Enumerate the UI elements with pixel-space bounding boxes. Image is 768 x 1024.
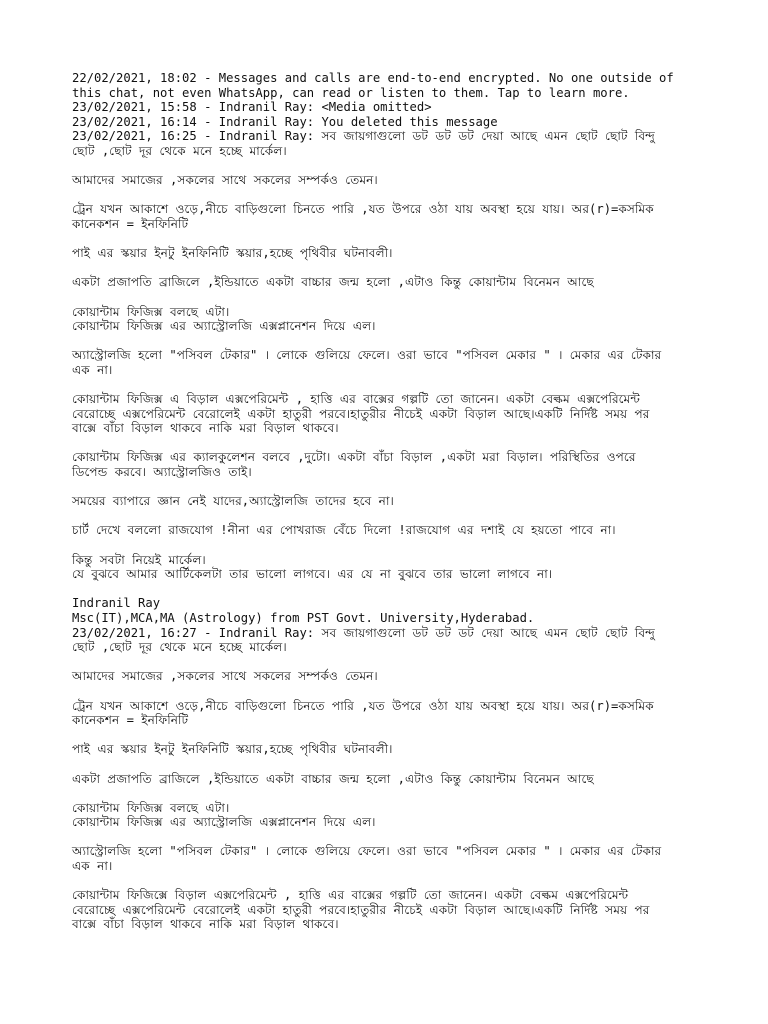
blank-line [72, 874, 697, 889]
text-line: ছোট ,ছোট দূর থেকে মনে হচ্ছে মার্কেল। [72, 143, 287, 158]
text-line: এক না। [72, 859, 113, 874]
text-line: আমাদের সমাজের ,সকলের সাথে সকলের সম্পর্কও তেমন। [72, 669, 378, 684]
blank-line [72, 232, 697, 247]
text-line: বাক্সে বাঁচা বিড়াল থাকবে নাকি মরা বিড়াল থাকবে। [72, 421, 339, 436]
chat-export-text [72, 71, 697, 932]
blank-line [72, 830, 697, 845]
text-line: সময়ের ব্যাপারে জ্ঞান নেই যাদের,অ্যাস্ট্রোলজি তাদের হবে না। [72, 494, 394, 509]
blank-line [72, 538, 697, 553]
text-line: Msc(IT),MCA,MA (Astrology) from PST Govt. University,Hyderabad. [72, 610, 535, 625]
text-line: 23/02/2021, 16:25 - Indranil Ray: সব জায়গাগুলো ডট ডট ডট দেয়া আছে এমন ছোট ছোট বিন্দু [72, 129, 655, 144]
blank-line [72, 786, 697, 801]
text-line: একটা প্রজাপতি ব্রাজিলে ,ইন্ডিয়াতে একটা বাচ্চার জন্ম হলো ,এটাও কিন্তু কোয়ান্টাম বিনেমন আছে [72, 275, 594, 290]
blank-line [72, 728, 697, 743]
text-line: বেরোচ্ছে এক্সপেরিমেন্ট বেরোলেই একটা হাতুরী পরবে।হাতুরীর নীচেই একটা বিড়াল আছে।একটি নির্দিষ্ট সময় পর [72, 902, 650, 917]
text-line: আমাদের সমাজের ,সকলের সাথে সকলের সম্পর্কও তেমন। [72, 173, 378, 188]
blank-line [72, 480, 697, 495]
text-line: কোয়ান্টাম ফিজিক্স এর অ্যাস্ট্রোলজি এক্সপ্লানেশন দিয়ে এল। [72, 815, 376, 830]
blank-line [72, 655, 697, 670]
text-line: this chat, not even WhatsApp, can read or listen to them. Tap to learn more. [72, 85, 630, 100]
text-line: কোয়ান্টাম ফিজিক্সে বিড়াল এক্সপেরিমেন্ট , হাত্তি এর বাক্সের গল্পটি তো জানেন। একটা বেল্কম এক্সপেরিমেন্ট [72, 888, 629, 903]
text-line: এক না। [72, 362, 113, 377]
blank-line [72, 377, 697, 392]
text-line: পাই এর স্কয়ার ইনটু ইনফিনিটি স্কয়ার,হচ্ছে পৃথিবীর ঘটনাবলী। [72, 742, 393, 757]
text-line: কিন্তু সবটা নিয়েই মার্কেল। [72, 552, 206, 567]
text-line: Indranil Ray [72, 596, 161, 611]
text-line: কোয়ান্টাম ফিজিক্স এর অ্যাস্ট্রোলজি এক্সপ্লানেশন দিয়ে এল। [72, 319, 376, 334]
text-line: চার্ট দেখে বললো রাজযোগ !নীনা এর পোখরাজ বেঁচে দিলো !রাজযোগ এর দশাই যে হয়তো পাবে না। [72, 523, 616, 538]
blank-line [72, 188, 697, 203]
blank-line [72, 159, 697, 174]
blank-line [72, 509, 697, 524]
text-line: 22/02/2021, 18:02 - Messages and calls are end-to-end encrypted. No one outside of [72, 71, 674, 85]
text-line: অ্যাস্ট্রোলজি হলো "পসিবল টেকার" । লোকে গুলিয়ে ফেলে। ওরা ভাবে "পসিবল মেকার " । মেকার এর টেকার [72, 844, 662, 859]
text-line: বেরোচ্ছে এক্সপেরিমেন্ট বেরোলেই একটা হাতুরী পরবে।হাতুরীর নীচেই একটা বিড়াল আছে।একটি নির্দিষ্ট সময় পর [72, 406, 650, 421]
text-line: কোয়ান্টাম ফিজিক্স এর ক্যালকুলেশন বলবে ,দুটো। একটা বাঁচা বিড়াল ,একটা মরা বিড়াল। পরিস্থিতির ওপরে [72, 450, 636, 465]
blank-line [72, 290, 697, 305]
text-line: ট্রেন যখন আকাশে ওড়ে,নীচে বাড়িগুলো চিনতে পারি ,যত উপরে ওঠা যায় অবস্থা হয়ে যায়। অর(r)=কসমিক [72, 202, 654, 217]
text-line: কানেকশন = ইনফিনিটি [72, 216, 189, 231]
text-line: ডিপেন্ড করবে। অ্যাস্ট্রোলজিও তাই। [72, 465, 252, 480]
text-line: ট্রেন যখন আকাশে ওড়ে,নীচে বাড়িগুলো চিনতে পারি ,যত উপরে ওঠা যায় অবস্থা হয়ে যায়। অর(r)=কসমিক [72, 698, 654, 713]
text-line: কোয়ান্টাম ফিজিক্স বলছে এটা। [72, 304, 230, 319]
text-line: পাই এর স্কয়ার ইনটু ইনফিনিটি স্কয়ার,হচ্ছে পৃথিবীর ঘটনাবলী। [72, 246, 393, 261]
text-line: ছোট ,ছোট দূর থেকে মনে হচ্ছে মার্কেল। [72, 640, 287, 655]
blank-line [72, 757, 697, 772]
text-line: 23/02/2021, 16:27 - Indranil Ray: সব জায়গাগুলো ডট ডট ডট দেয়া আছে এমন ছোট ছোট বিন্দু [72, 625, 655, 640]
text-line: কানেকশন = ইনফিনিটি [72, 713, 189, 728]
text-line: বাক্সে বাঁচা বিড়াল থাকবে নাকি মরা বিড়াল থাকবে। [72, 917, 339, 932]
text-line: কোয়ান্টাম ফিজিক্স এ বিড়াল এক্সপেরিমেন্ট , হাত্তি এর বাক্সের গল্পটি তো জানেন। একটা বেল্কম এক্সপেরিমেন্ট [72, 392, 640, 407]
text-line: 23/02/2021, 15:58 - Indranil Ray: <Media omitted> [72, 100, 432, 115]
blank-line [72, 684, 697, 699]
blank-line [72, 582, 697, 597]
text-line: একটা প্রজাপতি ব্রাজিলে ,ইন্ডিয়াতে একটা বাচ্চার জন্ম হলো ,এটাও কিন্তু কোয়ান্টাম বিনেমন আছে [72, 771, 594, 786]
text-line: 23/02/2021, 16:14 - Indranil Ray: You deleted this message [72, 114, 498, 129]
blank-line [72, 261, 697, 276]
text-line: কোয়ান্টাম ফিজিক্স বলছে এটা। [72, 800, 230, 815]
blank-line [72, 334, 697, 349]
text-line: যে বুঝবে আমার আর্টিকেলটা তার ভালো লাগবে। এর যে না বুঝবে তার ভালো লাগবে না। [72, 567, 553, 582]
blank-line [72, 436, 697, 451]
text-line: অ্যাস্ট্রোলজি হলো "পসিবল টেকার" । লোকে গুলিয়ে ফেলে। ওরা ভাবে "পসিবল মেকার " । মেকার এর টেকার [72, 348, 662, 363]
